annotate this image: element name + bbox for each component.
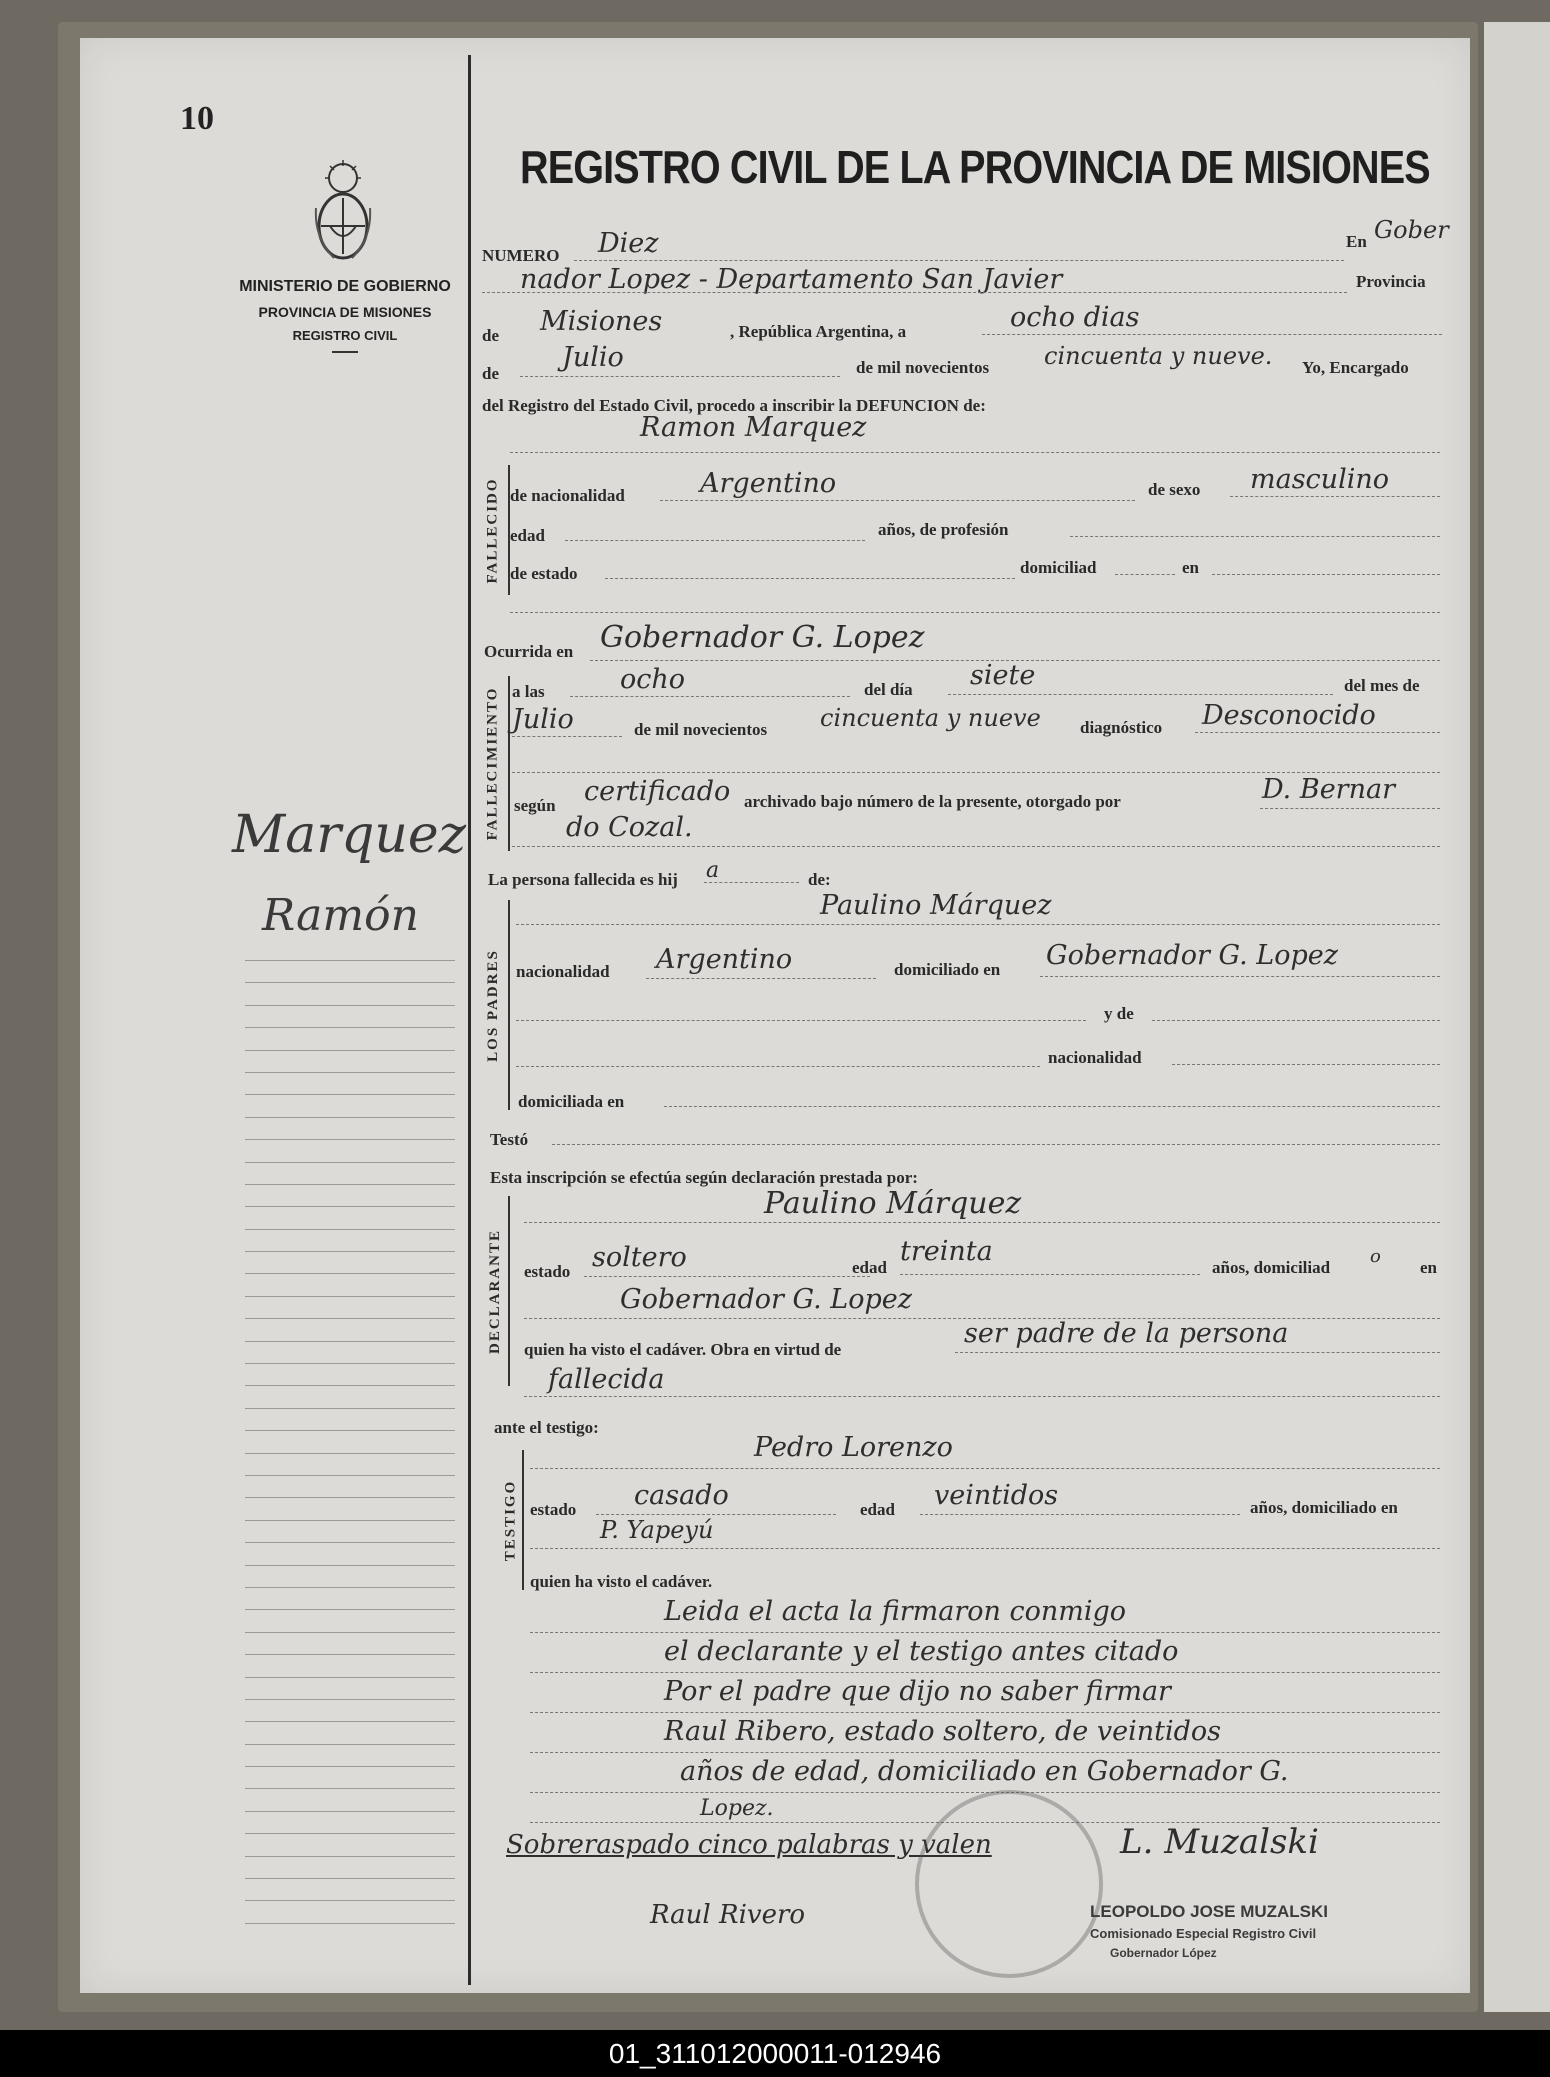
hora-line [570, 696, 850, 697]
declarante-anos-suffix: o [1370, 1246, 1381, 1267]
testigo-edad-value: veintidos [934, 1480, 1059, 1511]
mes-line [512, 736, 622, 737]
registrar-signature: L. Muzalski [1120, 1822, 1319, 1862]
coat-of-arms-icon [312, 158, 374, 266]
padres-domicilio-line [1040, 976, 1440, 977]
anio-label: de mil novecientos [634, 720, 768, 739]
padres-tab: LOS PADRES [484, 948, 501, 1062]
place-value: nador Lopez - Departamento San Javier [520, 264, 1063, 295]
ante-label: ante el testigo: [494, 1418, 599, 1437]
diagnostico-line [1195, 732, 1440, 733]
anos-profesion-label: años, de profesión [878, 520, 1009, 539]
segun-value: certificado [584, 776, 731, 807]
testigo-tab: TESTIGO [502, 1479, 519, 1561]
dia-value: siete [970, 660, 1036, 691]
nacionalidad-label: de nacionalidad [510, 486, 625, 505]
testo-line [552, 1144, 1440, 1145]
day-line [982, 334, 1442, 335]
stamp-place: Gobernador López [1110, 1946, 1217, 1960]
domiciliada-label: domiciliada en [518, 1092, 625, 1111]
province-value: Misiones [540, 306, 663, 337]
nacionalidad-value: Argentino [700, 468, 837, 499]
declarante-edad-value: treinta [900, 1236, 993, 1267]
fallecido-en-line [1212, 574, 1440, 575]
anio-value: cincuenta y nueve [820, 704, 1041, 732]
de2-label: de [482, 364, 499, 383]
padre-name-line [516, 924, 1440, 925]
declarante-estado-label: estado [524, 1262, 571, 1281]
declarante-virtud-value: ser padre de la persona [964, 1318, 1289, 1349]
ocurrida-label: Ocurrida en [484, 642, 574, 661]
stamp-name: LEOPOLDO JOSE MUZALSKI [1090, 1902, 1329, 1921]
image-id-caption: 01_311012000011-012946 [0, 2030, 1550, 2077]
month-value: Julio [562, 342, 624, 373]
sexo-value: masculino [1250, 464, 1389, 495]
declaracion-label: Esta inscripción se efectúa según declaración prestada por: [490, 1168, 918, 1187]
place-line [482, 292, 1347, 293]
note-line-4: Raul Ribero, estado soltero, de veintidos [664, 1716, 1221, 1747]
republica-label: , República Argentina, a [730, 322, 907, 341]
otorgado-value: D. Bernar [1262, 774, 1395, 805]
ocurrida-value: Gobernador G. Lopez [600, 620, 925, 655]
testo-label: Testó [490, 1130, 529, 1149]
note-line-6: Lopez. [700, 1796, 774, 1821]
note-rule-1 [530, 1632, 1440, 1633]
sexo-line [1230, 496, 1440, 497]
note-line-2: el declarante y el testigo antes citado [664, 1636, 1179, 1667]
fallecimiento-extra-line [512, 772, 1440, 773]
header-dash [332, 351, 358, 353]
en-label: En [1346, 232, 1367, 251]
declarante-virtud-line [955, 1352, 1440, 1353]
testigo-estado-line [596, 1514, 836, 1515]
testigo-edad-label: edad [860, 1500, 895, 1519]
testigo-domicilio-line [530, 1548, 1440, 1549]
de-label: de [482, 326, 499, 345]
day-value: ocho dias [1010, 302, 1140, 333]
fallecimiento-tab: FALLECIMIENTO [484, 686, 501, 841]
declarante-tab: DECLARANTE [486, 1228, 503, 1354]
hora-value: ocho [620, 664, 686, 695]
yde-label: y de [1104, 1004, 1134, 1023]
testigo-bracket [522, 1450, 524, 1590]
declarante-quien-label: quien ha visto el cadáver. Obra en virtud de [524, 1340, 842, 1359]
declarante-edad-line [900, 1274, 1200, 1275]
testigo-anos-label: años, domiciliado en [1250, 1498, 1398, 1517]
testigo-estado-value: casado [634, 1480, 729, 1511]
padres-domiciliado-label: domiciliado en [894, 960, 1001, 979]
declarante-name-line [524, 1222, 1440, 1223]
estado-label: de estado [510, 564, 578, 583]
declarante-domicilio-value: Gobernador G. Lopez [620, 1284, 912, 1315]
diagnostico-label: diagnóstico [1080, 718, 1163, 737]
diagnostico-value: Desconocido [1202, 700, 1376, 731]
declarante-estado-value: soltero [592, 1242, 687, 1273]
correction-note: Sobreraspado cinco palabras y valen [506, 1830, 992, 1860]
official-seal [915, 1790, 1103, 1978]
archivado-label: archivado bajo número de la presente, otorgado por [744, 792, 1121, 811]
mes-label: del mes de [1344, 676, 1420, 695]
hija-label: La persona fallecida es hij [488, 870, 678, 889]
en-value: Gober [1374, 216, 1449, 244]
padres-nacionalidad2-label: nacionalidad [1048, 1048, 1142, 1067]
province-label: PROVINCIA DE MISIONES [258, 304, 432, 320]
second-signature: Raul Rivero [650, 1900, 806, 1930]
fallecido-extra-line [510, 612, 1440, 613]
yde-line [1152, 1020, 1440, 1021]
deceased-name-line [510, 452, 1440, 453]
madre-nacionalidad-line [516, 1066, 1040, 1067]
margin-given-name: Ramón [262, 890, 419, 941]
declarante-anos-label: años, domiciliad [1212, 1258, 1331, 1277]
note-line-1: Leida el acta la firmaron conmigo [664, 1596, 1127, 1627]
margin-surname: Marquez [232, 805, 467, 865]
note-rule-3 [530, 1712, 1440, 1713]
month-line [520, 376, 840, 377]
madre-name-line [516, 1020, 1086, 1021]
numero-value: Diez [598, 228, 659, 259]
year-value: cincuenta y nueve. [1044, 342, 1273, 370]
page-number: 10 [180, 100, 214, 137]
adjacent-page [1484, 22, 1550, 2012]
sexo-label: de sexo [1148, 480, 1201, 499]
note-line-5: años de edad, domiciliado en Gobernador G. [680, 1756, 1289, 1787]
segun-label: según [514, 796, 556, 815]
domiciliado-line [1115, 574, 1175, 575]
declarante-virtud-line-2 [524, 1396, 1440, 1397]
fallecido-en-label: en [1182, 558, 1199, 577]
padres-de-label: de: [808, 870, 831, 889]
provincia-label: Provincia [1356, 272, 1426, 291]
registro-label: del Registro del Estado Civil, procedo a inscribir la DEFUNCION de: [482, 396, 986, 415]
estado-line [605, 578, 1015, 579]
testigo-name-line [530, 1468, 1440, 1469]
registry-label: REGISTRO CIVIL [292, 328, 398, 343]
mes-value: Julio [512, 704, 574, 735]
declarante-estado-line [584, 1276, 870, 1277]
otorgado-line-2 [512, 846, 1440, 847]
ministry-header [215, 278, 475, 353]
nacionalidad-line [660, 500, 1135, 501]
hija-suffix: a [706, 858, 720, 883]
otorgado-line [1260, 808, 1440, 809]
declarante-edad-label: edad [852, 1258, 887, 1277]
testigo-estado-label: estado [530, 1500, 577, 1519]
testigo-quien-label: quien ha visto el cadáver. [530, 1572, 713, 1591]
domiciliada-line [664, 1106, 1440, 1107]
domiciliado-label: domiciliad [1020, 558, 1097, 577]
padres-nacionalidad-label: nacionalidad [516, 962, 610, 981]
declarante-virtud-value-2: fallecida [548, 1364, 665, 1395]
fallecido-tab: FALLECIDO [484, 476, 501, 584]
edad-label: edad [510, 526, 545, 545]
padres-bracket [508, 900, 510, 1110]
deceased-name: Ramon Marquez [640, 412, 867, 443]
padre-name: Paulino Márquez [820, 890, 1052, 921]
dia-label: del día [864, 680, 913, 699]
profesion-line [1070, 536, 1440, 537]
testigo-name: Pedro Lorenzo [754, 1432, 953, 1463]
margin-ruled-lines [245, 960, 455, 1945]
document-title: REGISTRO CIVIL DE LA PROVINCIA DE MISIONES [520, 141, 1430, 193]
testigo-domicilio-value: P. Yapeyú [600, 1516, 714, 1544]
note-rule-2 [530, 1672, 1440, 1673]
note-rule-4 [530, 1752, 1440, 1753]
dia-line [948, 694, 1333, 695]
declarante-en-label: en [1420, 1258, 1437, 1277]
alas-label: a las [512, 682, 545, 701]
note-line-3: Por el padre que dijo no saber firmar [664, 1676, 1171, 1707]
otorgado-value-2: do Cozal. [566, 812, 693, 843]
ministry-label: MINISTERIO DE GOBIERNO [239, 278, 451, 295]
padres-nacionalidad-line [646, 978, 876, 979]
yo-label: Yo, Encargado [1302, 358, 1409, 377]
numero-line [574, 260, 1344, 261]
edad-line [565, 540, 865, 541]
stamp-title: Comisionado Especial Registro Civil [1090, 1926, 1317, 1941]
declarante-name: Paulino Márquez [764, 1186, 1022, 1221]
declarante-bracket [508, 1196, 510, 1386]
madre-nacionalidad2-line [1172, 1064, 1440, 1065]
padres-domicilio-value: Gobernador G. Lopez [1046, 940, 1338, 971]
numero-label: NUMERO [482, 246, 560, 265]
testigo-edad-line [920, 1514, 1240, 1515]
padres-nacionalidad-value: Argentino [656, 944, 793, 975]
fallecimiento-bracket [508, 676, 510, 851]
hija-line [704, 882, 799, 883]
year-label: de mil novecientos [856, 358, 990, 377]
